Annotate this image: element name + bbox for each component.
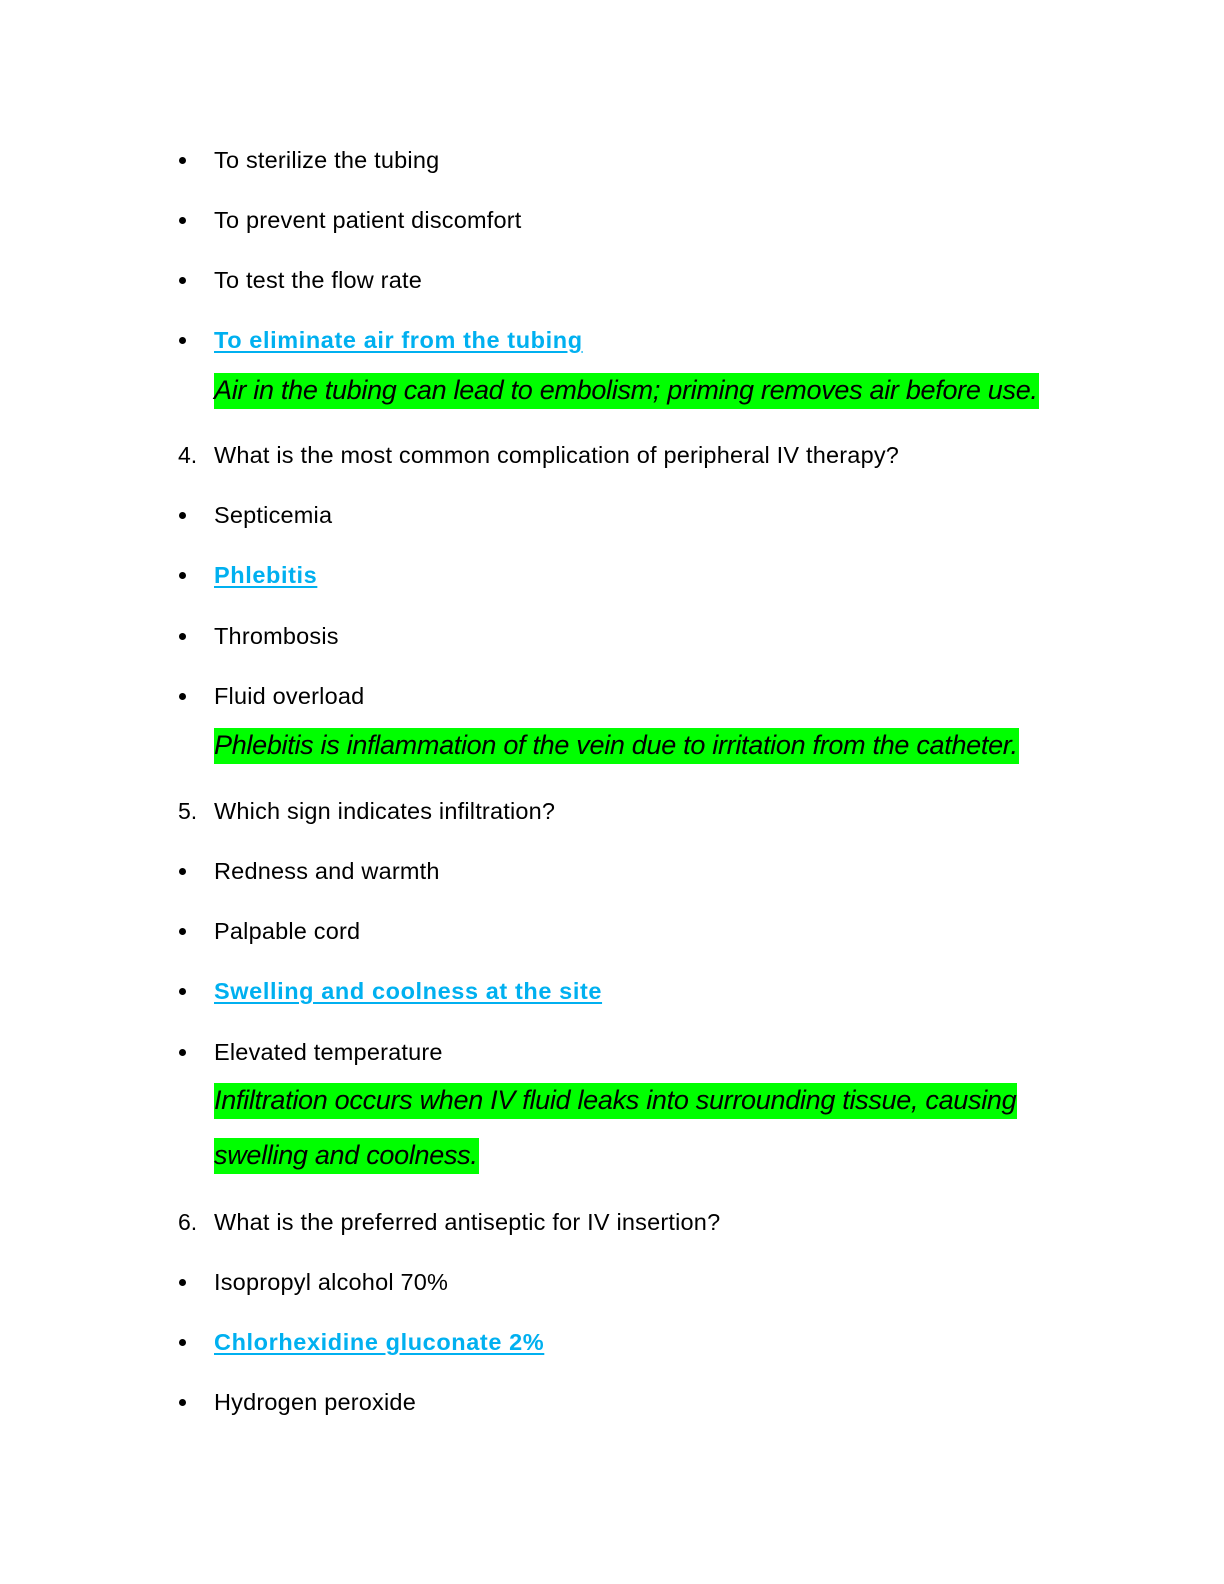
bullet-icon	[179, 337, 186, 344]
question-item	[0, 1202, 1224, 1242]
option-text: To sterilize the tubing	[214, 146, 440, 173]
bullet-icon	[179, 217, 186, 224]
option-text: Hydrogen peroxide	[214, 1388, 416, 1415]
option-text: Redness and warmth	[214, 857, 440, 884]
bullet-icon	[179, 1399, 186, 1406]
correct-answer-text: Chlorhexidine gluconate 2%	[214, 1328, 545, 1355]
answer-option	[0, 911, 1224, 951]
answer-option	[0, 320, 1224, 360]
bullet-icon	[179, 277, 186, 284]
option-text: Palpable cord	[214, 917, 361, 944]
bullet-icon	[179, 157, 186, 164]
option-text: Isopropyl alcohol 70%	[214, 1268, 449, 1295]
explanation-text: Air in the tubing can lead to embolism; priming removes air before use.	[214, 373, 1039, 409]
explanation-item	[0, 1136, 1224, 1176]
option-text: To prevent patient discomfort	[214, 206, 522, 233]
option-text: Fluid overload	[214, 682, 365, 709]
answer-option	[0, 1262, 1224, 1302]
question-number: 5.	[178, 797, 198, 824]
answer-option	[0, 495, 1224, 535]
question-item	[0, 791, 1224, 831]
answer-option	[0, 1382, 1224, 1422]
question-item	[0, 435, 1224, 475]
answer-option	[0, 140, 1224, 180]
bullet-icon	[179, 928, 186, 935]
option-text: Thrombosis	[214, 622, 339, 649]
explanation-text: Infiltration occurs when IV fluid leaks into surrounding tissue, causing	[214, 1083, 1017, 1119]
question-text: What is the most common complication of peripheral IV therapy?	[214, 441, 900, 468]
bullet-icon	[179, 693, 186, 700]
explanation-text: Phlebitis is inflammation of the vein due to irritation from the catheter.	[214, 728, 1019, 764]
explanation-item	[0, 371, 1224, 411]
option-text: To test the flow rate	[214, 266, 422, 293]
answer-option	[0, 260, 1224, 300]
answer-option	[0, 1322, 1224, 1362]
question-number: 4.	[178, 441, 198, 468]
correct-answer-text: To eliminate air from the tubing	[214, 326, 583, 353]
answer-option	[0, 555, 1224, 595]
question-text: Which sign indicates infiltration?	[214, 797, 556, 824]
answer-option	[0, 851, 1224, 891]
answer-option	[0, 200, 1224, 240]
option-text: Elevated temperature	[214, 1038, 443, 1065]
bullet-icon	[179, 572, 186, 579]
answer-option	[0, 1032, 1224, 1072]
bullet-icon	[179, 512, 186, 519]
question-text: What is the preferred antiseptic for IV insertion?	[214, 1208, 721, 1235]
bullet-icon	[179, 988, 186, 995]
answer-option	[0, 676, 1224, 716]
bullet-icon	[179, 633, 186, 640]
option-text: Septicemia	[214, 501, 333, 528]
explanation-text: swelling and coolness.	[214, 1138, 479, 1174]
question-number: 6.	[178, 1208, 198, 1235]
correct-answer-text: Swelling and coolness at the site	[214, 977, 603, 1004]
explanation-item	[0, 726, 1224, 766]
correct-answer-text: Phlebitis	[214, 561, 318, 588]
bullet-icon	[179, 1339, 186, 1346]
explanation-item	[0, 1081, 1224, 1121]
bullet-icon	[179, 1049, 186, 1056]
bullet-icon	[179, 1279, 186, 1286]
answer-option	[0, 616, 1224, 656]
answer-option	[0, 971, 1224, 1011]
bullet-icon	[179, 868, 186, 875]
